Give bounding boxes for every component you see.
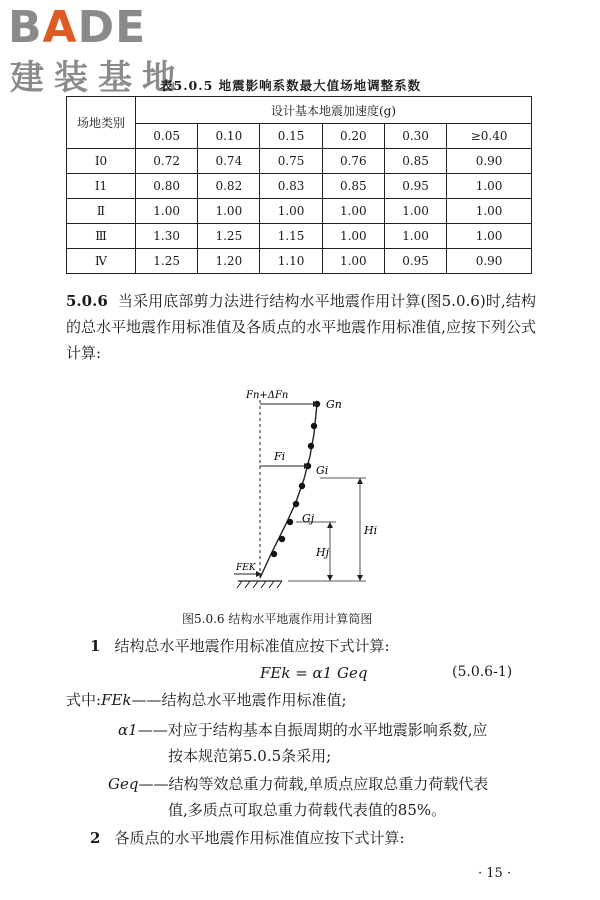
item-2	[90, 826, 405, 850]
table-cell: 0.95	[384, 249, 446, 274]
table-row	[67, 224, 532, 249]
table-cell: 1.00	[447, 199, 532, 224]
deflected-structure-line	[260, 404, 317, 578]
column-header: 0.05	[136, 124, 198, 149]
section-number: 5.0.6	[66, 292, 108, 310]
label-fi: Fi	[274, 450, 286, 463]
table-cell: 1.25	[198, 224, 260, 249]
structure-diagram	[220, 384, 400, 606]
definition-alpha-continued: 按本规范第5.0.5条采用;	[168, 747, 332, 765]
column-header: 0.15	[260, 124, 322, 149]
table-row	[67, 249, 532, 274]
table-cell: 1.00	[384, 224, 446, 249]
table-cell: 1.25	[136, 249, 198, 274]
table-cell: 1.00	[447, 174, 532, 199]
table-cell: 0.75	[260, 149, 322, 174]
label-hi: Hi	[364, 524, 378, 537]
ground-hatch	[237, 581, 282, 588]
column-header: 0.20	[322, 124, 384, 149]
mass-node	[287, 519, 293, 525]
mass-node	[308, 443, 314, 449]
label-gn: Gn	[326, 398, 342, 411]
label-gi: Gi	[316, 464, 329, 477]
figure-caption: 图5.0.6 结构水平地震作用计算简图	[182, 612, 373, 626]
table-caption: 表5.0.5 地震影响系数最大值场地调整系数	[160, 78, 422, 93]
table-cell: 0.95	[384, 174, 446, 199]
header-site-type: 场地类别	[67, 97, 136, 149]
def1-symbol: FEk	[101, 691, 132, 709]
row-site-type: Ⅳ	[67, 249, 136, 274]
label-top-force: Fn+ΔFn	[246, 390, 289, 401]
def3-text: ——结构等效总重力荷载,单质点应取总重力荷载代表	[138, 775, 489, 793]
table-row	[67, 149, 532, 174]
table-header-row	[67, 97, 532, 124]
header-acceleration-group: 设计基本地震加速度(g)	[136, 97, 532, 124]
table-cell: 0.85	[322, 174, 384, 199]
table-cell: 1.00	[136, 199, 198, 224]
def3-symbol: Geq	[108, 775, 139, 793]
label-fek: FEK	[236, 563, 256, 573]
dim-arrow	[357, 575, 363, 581]
label-hj: Hj	[316, 546, 330, 559]
mass-node	[271, 551, 277, 557]
table-cell: 1.00	[198, 199, 260, 224]
mass-node	[279, 536, 285, 542]
table-cell: 0.85	[384, 149, 446, 174]
site-adjustment-table	[66, 96, 532, 274]
label-gj: Gj	[302, 512, 315, 525]
table-cell: 0.72	[136, 149, 198, 174]
definition-geq	[108, 772, 488, 796]
column-header: ≥0.40	[447, 124, 532, 149]
row-site-type: Ⅱ	[67, 199, 136, 224]
table-row	[67, 199, 532, 224]
definition-fek	[66, 688, 347, 712]
equation-number: (5.0.6-1)	[452, 664, 513, 680]
logo-letter-b: B	[8, 2, 43, 53]
table-cell: 0.80	[136, 174, 198, 199]
table-cell: 0.74	[198, 149, 260, 174]
where-prefix: 式中:	[66, 691, 102, 709]
table-row	[67, 174, 532, 199]
column-header: 0.10	[198, 124, 260, 149]
mass-node	[311, 423, 317, 429]
table-cell: 1.00	[322, 224, 384, 249]
table-cell: 0.90	[447, 149, 532, 174]
definition-geq-continued: 值,多质点可取总重力荷载代表值的85%。	[168, 801, 447, 819]
def2-symbol: α1	[118, 721, 138, 739]
section-text: 当采用底部剪力法进行结构水平地震作用计算(图5.0.6)时,结构的总水平地震作用标准值及各质点的水平地震作用标准值,应按下列公式计算:	[66, 292, 536, 362]
table-cell: 1.20	[198, 249, 260, 274]
logo-letters-de: DE	[77, 2, 147, 53]
table-cell: 1.30	[136, 224, 198, 249]
table-cell: 1.00	[447, 224, 532, 249]
table-cell: 1.00	[260, 199, 322, 224]
table-cell: 0.83	[260, 174, 322, 199]
table-cell: 1.00	[322, 249, 384, 274]
table-cell: 0.76	[322, 149, 384, 174]
table-cell: 1.15	[260, 224, 322, 249]
item-2-number: 2	[90, 829, 101, 847]
table-cell: 0.90	[447, 249, 532, 274]
brand-logo	[8, 2, 146, 54]
definition-alpha	[118, 718, 487, 742]
dim-arrow	[357, 478, 363, 484]
mass-node	[299, 483, 305, 489]
table-column-row	[67, 124, 532, 149]
item-1-text: 结构总水平地震作用标准值应按下式计算:	[114, 637, 390, 655]
item-1-number: 1	[90, 637, 101, 655]
table-cell: 1.00	[322, 199, 384, 224]
table-cell: 0.82	[198, 174, 260, 199]
mass-node	[293, 501, 299, 507]
section-paragraph	[66, 288, 536, 366]
def1-text: ——结构总水平地震作用标准值;	[131, 691, 347, 709]
dim-arrow	[327, 575, 333, 581]
item-2-text: 各质点的水平地震作用标准值应按下式计算:	[114, 829, 405, 847]
table-cell: 1.10	[260, 249, 322, 274]
table-cell: 1.00	[384, 199, 446, 224]
row-site-type: Ⅰ1	[67, 174, 136, 199]
def2-text: ——对应于结构基本自振周期的水平地震影响系数,应	[137, 721, 488, 739]
item-1	[90, 634, 390, 658]
logo-letter-a: A	[42, 2, 78, 53]
formula-5-0-6-1: FEk = α1 Geq	[260, 664, 368, 682]
brand-logo-subtitle: 建装基地	[10, 58, 186, 98]
dim-arrow	[327, 522, 333, 528]
row-site-type: Ⅲ	[67, 224, 136, 249]
column-header: 0.30	[384, 124, 446, 149]
row-site-type: Ⅰ0	[67, 149, 136, 174]
page-number: · 15 ·	[478, 866, 512, 881]
